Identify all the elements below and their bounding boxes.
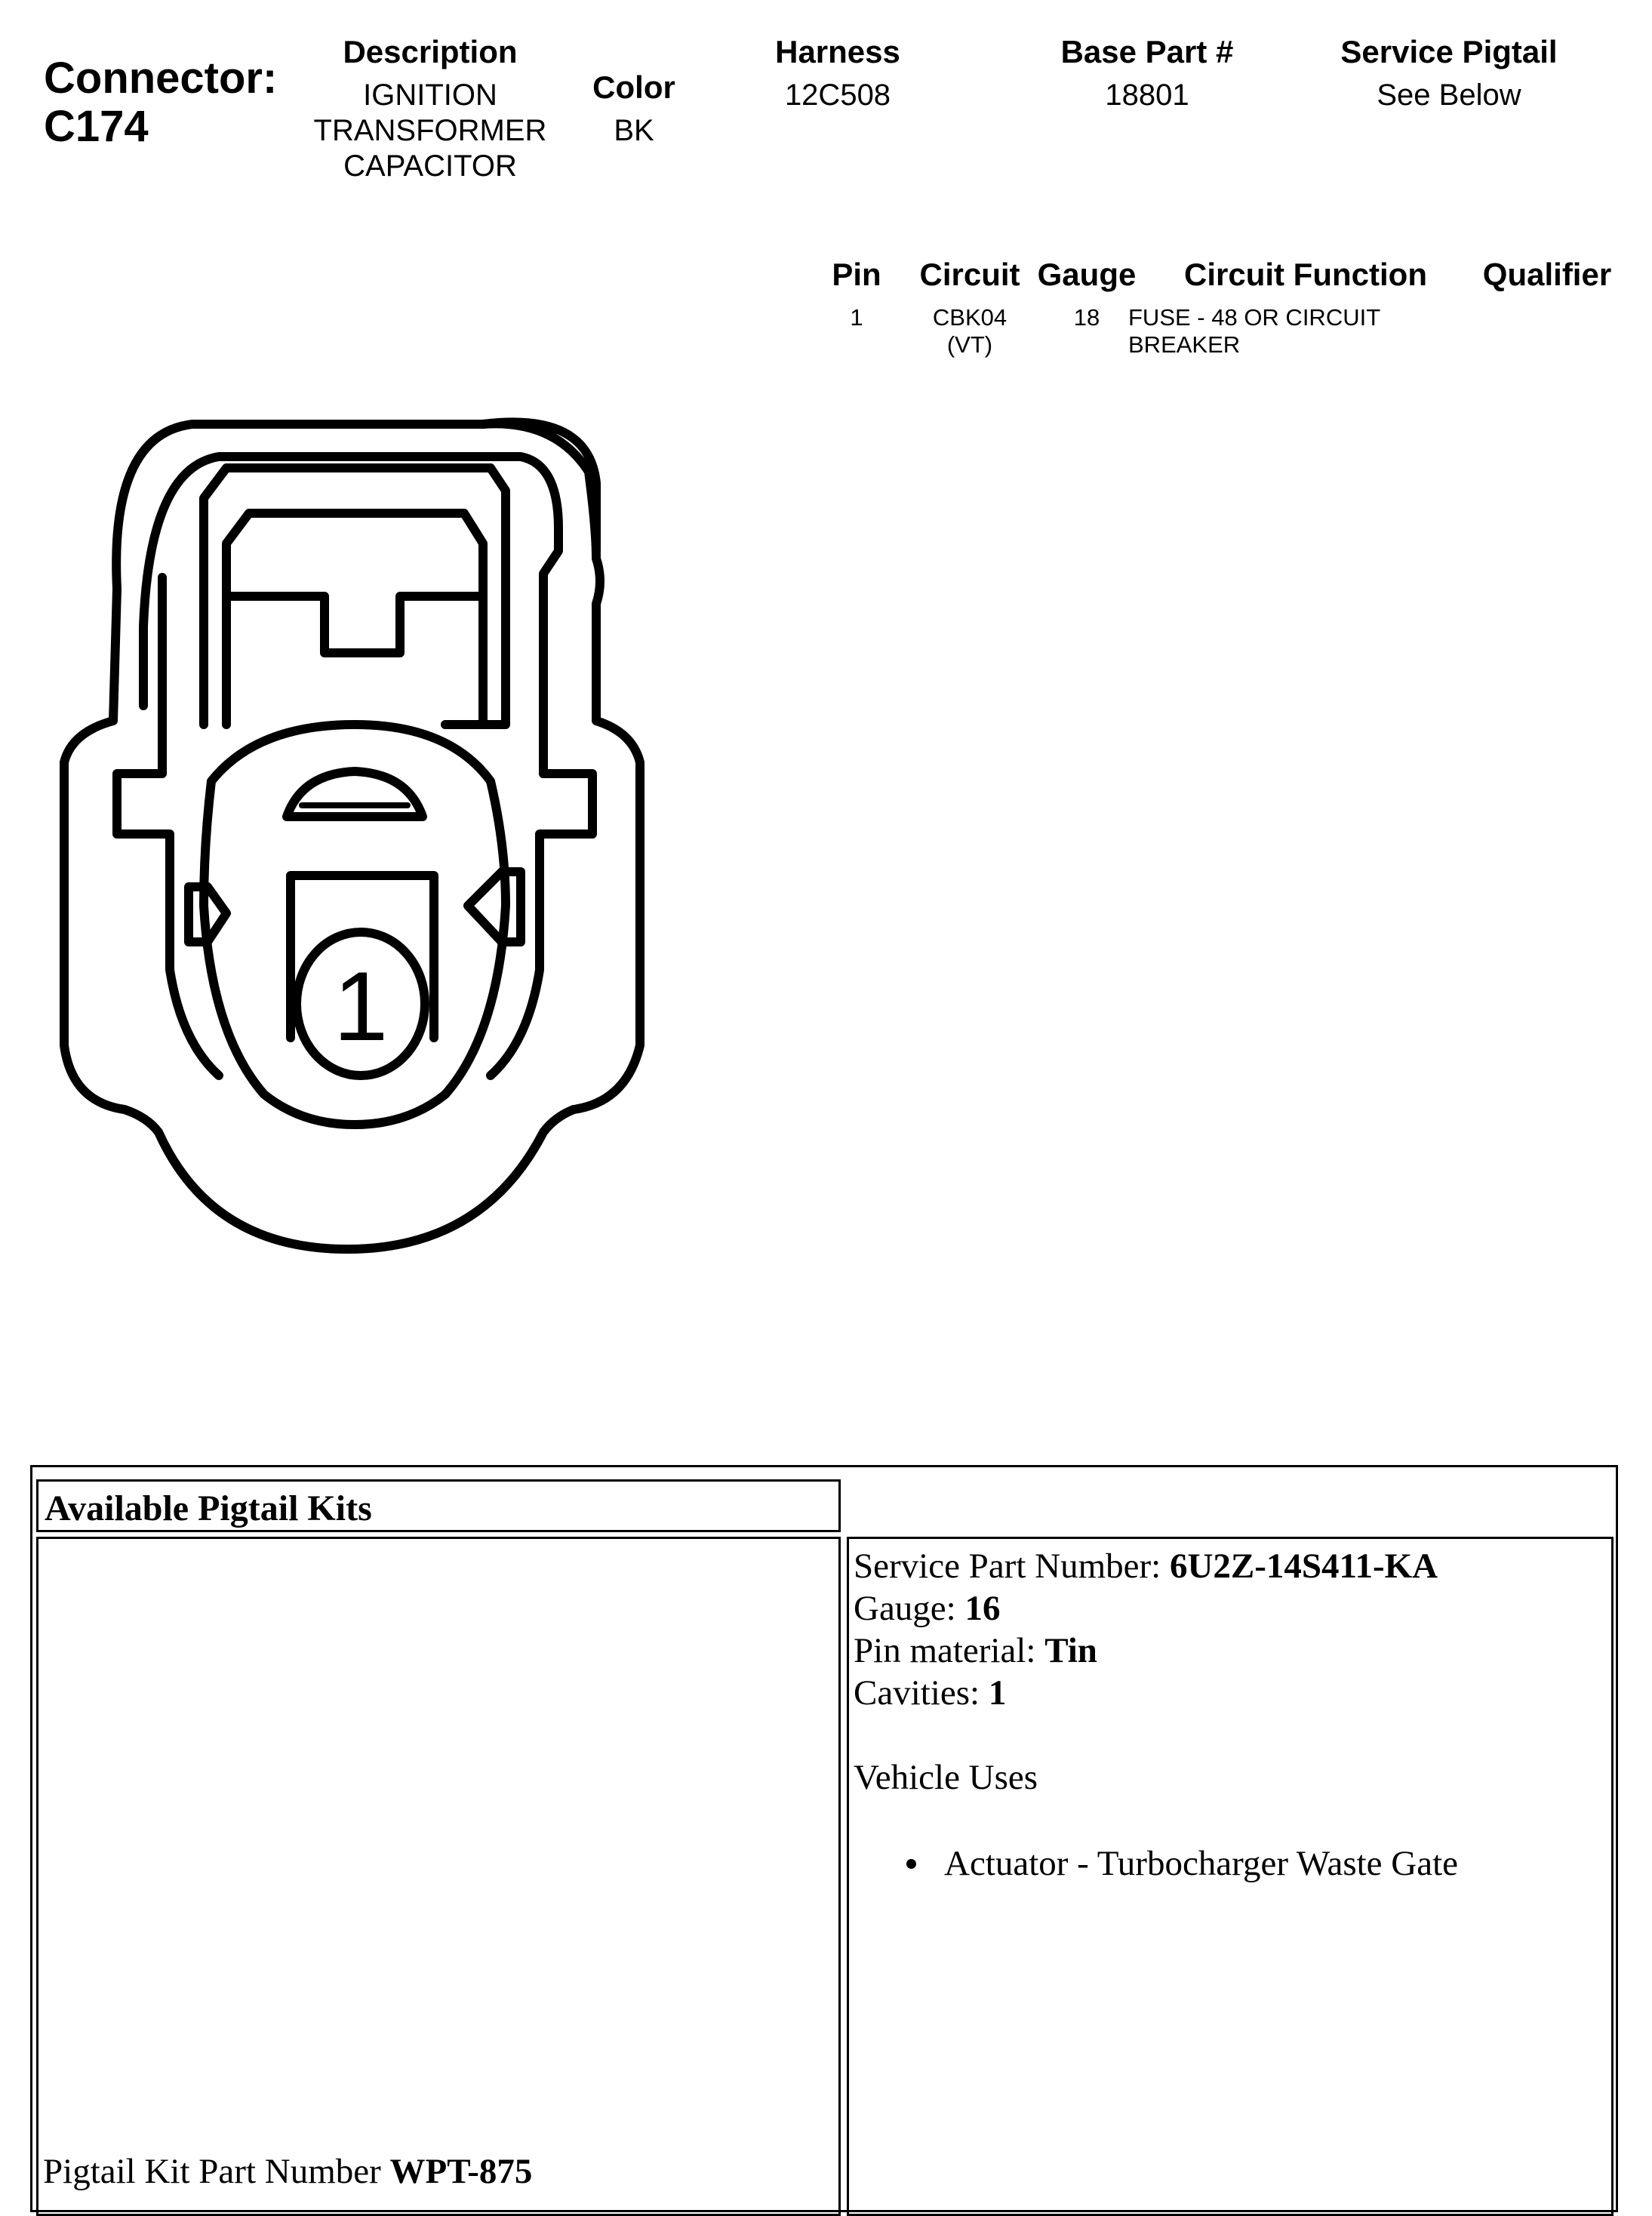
description-line: TRANSFORMER: [313, 114, 547, 147]
color-label: Color: [592, 69, 675, 105]
harness-value: 12C508: [784, 78, 891, 112]
list-item: Actuator - Turbocharger Waste Gate: [891, 1842, 1601, 1885]
base-part-column: [1026, 34, 1268, 113]
pin-material-label: Pin material:: [854, 1631, 1045, 1670]
gauge-cell: 18: [1073, 304, 1100, 331]
description-line: CAPACITOR: [343, 149, 517, 183]
color-value: BK: [614, 114, 654, 147]
description-column: [287, 34, 574, 184]
pigtail-left-cell: [36, 1537, 841, 2216]
base-part-label: Base Part #: [1060, 34, 1234, 69]
pin-material-line: [854, 1630, 1601, 1672]
function-header: Circuit Function: [1184, 257, 1427, 292]
connector-label: Connector:: [44, 54, 278, 103]
kit-part-value: WPT-875: [389, 2152, 533, 2191]
vehicle-uses-list: [854, 1842, 1601, 1885]
description-line: IGNITION: [363, 78, 497, 112]
connector-id: C174: [44, 102, 149, 151]
service-part-line: [854, 1545, 1601, 1587]
pin-table: [815, 257, 1630, 377]
pin-number: 1: [850, 304, 863, 331]
pigtail-title: Available Pigtail Kits: [45, 1488, 372, 1528]
service-part-label: Service Part Number:: [854, 1547, 1170, 1586]
service-part-value: 6U2Z-14S411-KA: [1169, 1547, 1438, 1586]
pigtail-title-box: [36, 1479, 841, 1532]
right-key: [468, 872, 521, 942]
pin-header: Pin: [832, 257, 881, 292]
vehicle-uses-label: Vehicle Uses: [854, 1758, 1038, 1797]
circuit-line: CBK04: [932, 304, 1008, 331]
cavities-line: [854, 1672, 1601, 1714]
function-line: BREAKER: [1128, 331, 1241, 358]
harness-column: [724, 34, 951, 113]
description-label: Description: [343, 34, 518, 69]
gauge-label: Gauge:: [854, 1589, 965, 1628]
pin-material-value: Tin: [1044, 1631, 1097, 1670]
housing-lock-inner: [226, 513, 483, 725]
harness-label: Harness: [775, 34, 900, 69]
connector-title: [44, 54, 277, 151]
service-pigtail-value: See Below: [1377, 78, 1521, 112]
service-pigtail-label: Service Pigtail: [1340, 34, 1558, 69]
qualifier-header: Qualifier: [1482, 257, 1612, 292]
pigtail-kit-part: [43, 2150, 532, 2193]
circuit-line: (VT): [946, 331, 993, 358]
keying-dome: [287, 771, 423, 817]
function-line: FUSE - 48 OR CIRCUIT: [1128, 304, 1381, 331]
kit-part-label: Pigtail Kit Part Number: [43, 2152, 390, 2191]
base-part-value: 18801: [1105, 78, 1189, 112]
color-column: [574, 69, 694, 149]
pin-1-label: 1: [333, 951, 389, 1061]
gauge-value: 16: [964, 1589, 1001, 1628]
gauge-header: Gauge: [1037, 257, 1137, 292]
housing-latch-tab: [226, 596, 483, 653]
terminal-cavity-oval: [204, 725, 506, 1125]
pigtail-right-cell: [847, 1537, 1614, 2216]
function-cell: [1128, 304, 1460, 359]
gauge-line: [854, 1587, 1601, 1630]
connector-diagram: [0, 362, 724, 1343]
cavities-label: Cavities:: [854, 1673, 989, 1713]
pigtail-details: [854, 1545, 1601, 1885]
service-pigtail-column: [1306, 34, 1592, 113]
cavities-value: 1: [988, 1673, 1007, 1713]
circuit-header: Circuit: [919, 257, 1020, 292]
